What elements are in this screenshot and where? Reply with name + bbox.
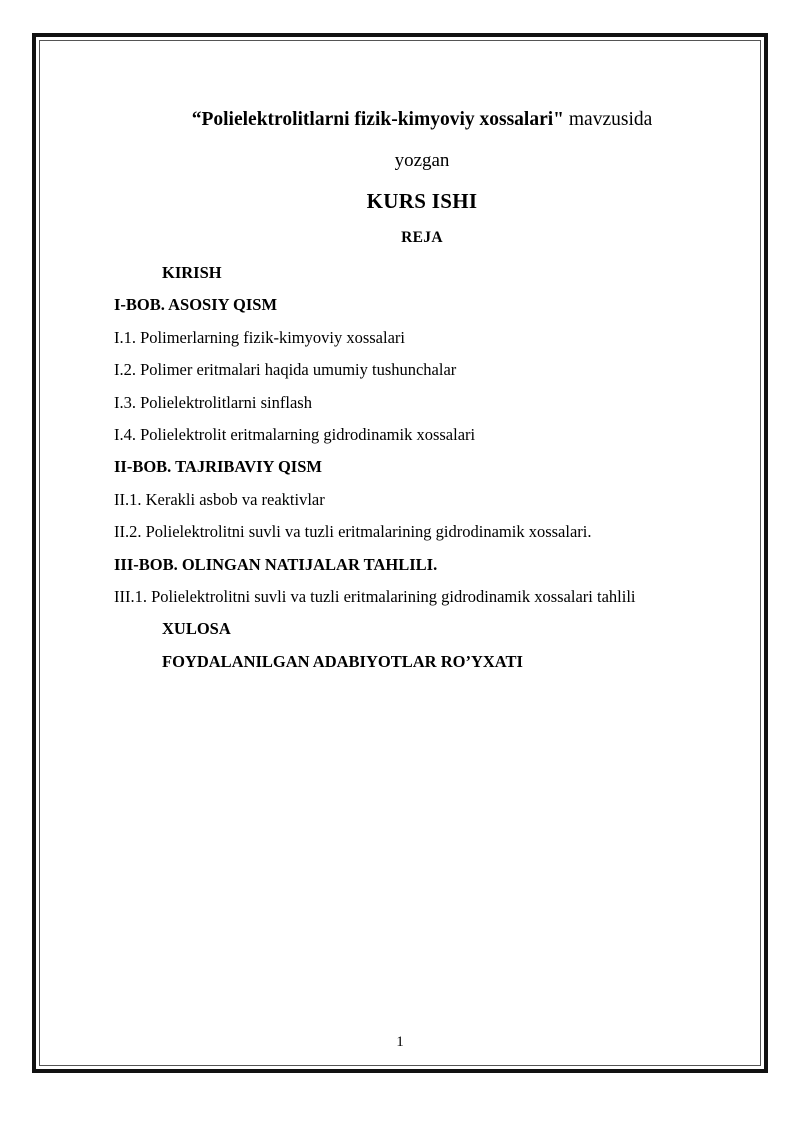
toc-entry-chapter-3: III-BOB. OLINGAN NATIJALAR TAHLILI. (114, 554, 438, 574)
toc-entry-kirish: KIRISH (162, 263, 222, 282)
plan-heading: REJA (401, 229, 443, 246)
page-sheet (32, 33, 768, 1073)
toc-entry-chapter-1: I-BOB. ASOSIY QISM (114, 295, 278, 315)
toc-entry-1-3: I.3. Polielektrolitlarni sinflash (114, 392, 312, 412)
document-body (36, 37, 764, 1069)
document-type-heading: KURS ISHI (366, 189, 478, 213)
document-title (114, 99, 730, 140)
document-title-bold: “Polielektrolitlarni fizik-kimyoviy xossalari" (191, 109, 564, 130)
toc-entry-3-1: III.1. Polielektrolitni suvli va tuzli eritmalarining gidrodinamik xossalari tahlili (114, 587, 636, 607)
toc-entry-2-1: II.1. Kerakli asbob va reaktivlar (114, 489, 325, 509)
document-title-suffix: mavzusida (564, 109, 653, 130)
toc-entry-2-2: II.2. Polielektrolitni suvli va tuzli eritmalarining gidrodinamik xossalari. (114, 522, 592, 542)
toc-entry-1-4: I.4. Polielektrolit eritmalarning gidrodinamik xossalari (114, 425, 476, 445)
toc-entry-chapter-2: II-BOB. TAJRIBAVIY QISM (114, 457, 322, 477)
toc-entry-xulosa: XULOSA (162, 619, 231, 639)
page-number: 1 (396, 1034, 404, 1050)
toc-entry-1-1: I.1. Polimerlarning fizik-kimyoviy xossalari (114, 327, 405, 347)
document-subtitle: yozgan (394, 150, 450, 171)
toc-entry-references: FOYDALANILGAN ADABIYOTLAR RO’YXATI (162, 651, 523, 671)
toc-entry-1-2: I.2. Polimer eritmalari haqida umumiy tushunchalar (114, 360, 457, 380)
table-of-contents (114, 257, 730, 678)
